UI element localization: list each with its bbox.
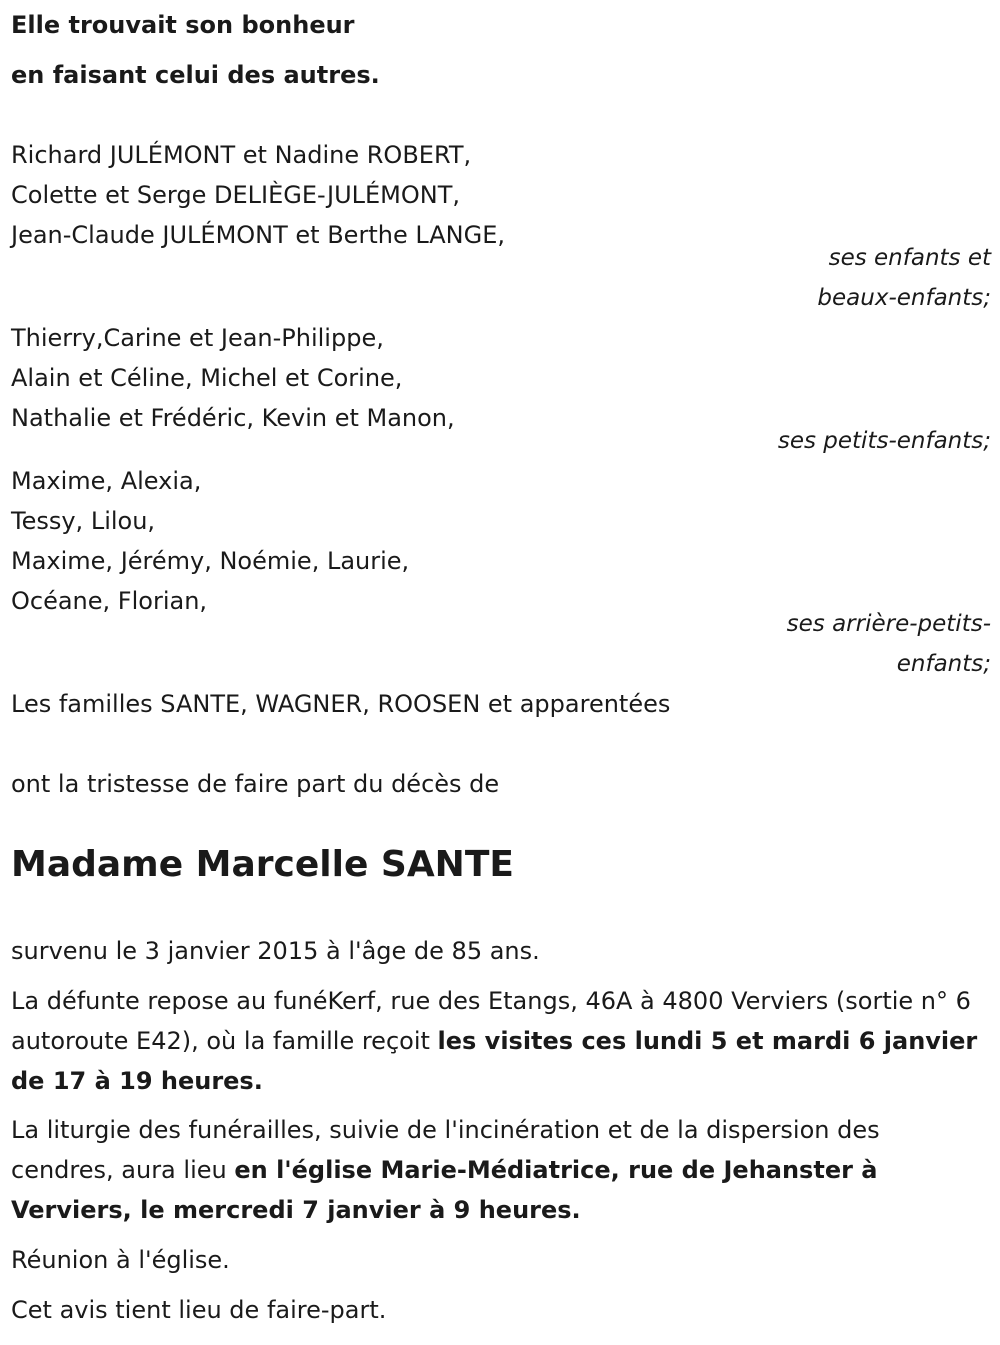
children-relation-line-1: ses enfants et bbox=[828, 245, 991, 271]
child-name: Jean-Claude JULÉMONT et Berthe LANGE, bbox=[11, 221, 506, 249]
announcement-line: ont la tristesse de faire part du décès de bbox=[11, 770, 500, 798]
grandchild-name: Nathalie et Frédéric, Kevin et Manon, bbox=[11, 404, 455, 432]
funeral-paragraph bbox=[11, 1110, 983, 1230]
visit-hours: les visites ces lundi 5 et mardi 6 janvier de 17 à 19 heures. bbox=[11, 1027, 978, 1095]
children-relation-line-2: beaux-enfants; bbox=[817, 285, 991, 311]
deceased-name: Madame Marcelle SANTE bbox=[11, 844, 514, 885]
motto-line-1: Elle trouvait son bonheur bbox=[11, 11, 355, 39]
funeral-text: La liturgie des funérailles, suivie de l'incinération et de la dispersion des cendres, aura lieu bbox=[11, 1116, 880, 1184]
grandchild-name: Thierry,Carine et Jean-Philippe, bbox=[11, 324, 384, 352]
families-line: Les familles SANTE, WAGNER, ROOSEN et apparentées bbox=[11, 690, 671, 718]
great-grandchild-name: Océane, Florian, bbox=[11, 587, 208, 615]
grandchildren-relation: ses petits-enfants; bbox=[777, 428, 991, 454]
funeral-details: en l'église Marie-Médiatrice, rue de Jehanster à Verviers, le mercredi 7 janvier à 9 heures. bbox=[11, 1156, 878, 1224]
notice-line: Cet avis tient lieu de faire-part. bbox=[11, 1296, 387, 1324]
visit-paragraph bbox=[11, 981, 983, 1101]
great-grandchild-name: Maxime, Alexia, bbox=[11, 467, 202, 495]
child-name: Richard JULÉMONT et Nadine ROBERT, bbox=[11, 141, 472, 169]
visit-text: La défunte repose au funéKerf, rue des Etangs, 46A à 4800 Verviers (sortie n° 6 autoroute E42), où la famille reçoit bbox=[11, 987, 971, 1055]
death-info: survenu le 3 janvier 2015 à l'âge de 85 ans. bbox=[11, 937, 540, 965]
great-grandchildren-relation-line-1: ses arrière-petits- bbox=[786, 611, 991, 637]
child-name: Colette et Serge DELIÈGE-JULÉMONT, bbox=[11, 181, 461, 209]
great-grandchild-name: Maxime, Jérémy, Noémie, Laurie, bbox=[11, 547, 410, 575]
motto-line-2: en faisant celui des autres. bbox=[11, 61, 380, 89]
great-grandchild-name: Tessy, Lilou, bbox=[11, 507, 156, 535]
great-grandchildren-relation-line-2: enfants; bbox=[896, 651, 991, 677]
meeting-line: Réunion à l'église. bbox=[11, 1246, 230, 1274]
grandchild-name: Alain et Céline, Michel et Corine, bbox=[11, 364, 403, 392]
